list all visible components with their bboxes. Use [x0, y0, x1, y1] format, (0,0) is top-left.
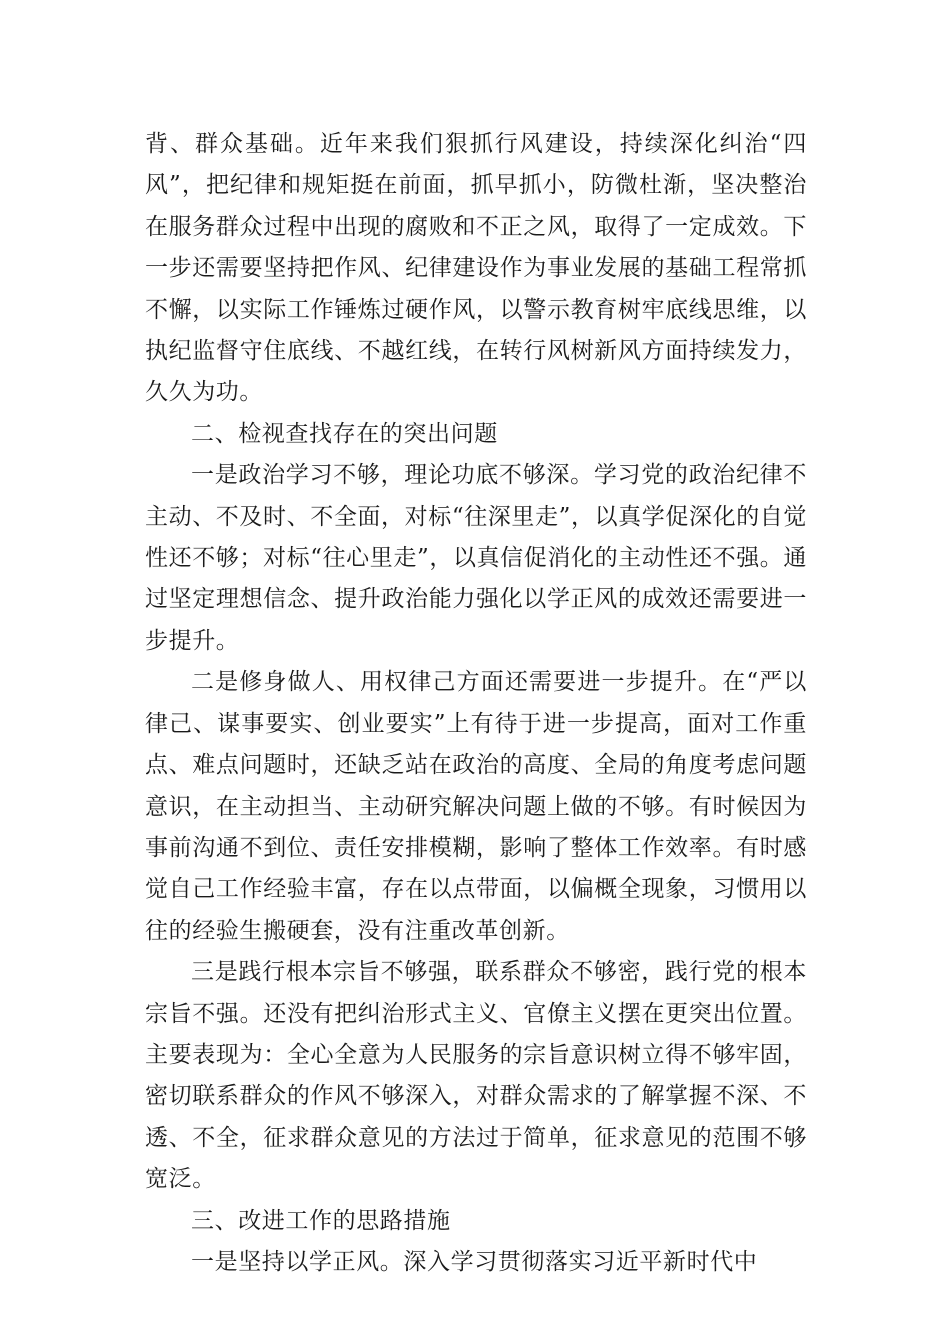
- paragraph-problem-1: 一是政治学习不够，理论功底不够深。学习党的政治纪律不主动、不及时、不全面，对标“往深里走”，以真学促深化的自觉性还不够；对标“往心里走”，以真信促消化的主动性还不强。通过坚定理想信念、提升政治能力强化以学正风的成效还需要进一步提升。: [145, 462, 807, 654]
- section-heading-measures: 三、改进工作的思路措施: [191, 1207, 451, 1234]
- paragraph-problem-3: 三是践行根本宗旨不够强，联系群众不够密，践行党的根本宗旨不强。还没有把纠治形式主义、官僚主义摆在更突出位置。主要表现为：全心全意为人民服务的宗旨意识树立得不够牢固，密切联系群众的作风不够深入，对群众需求的了解掌握不深、不透、不全，征求群众意见的方法过于简单，征求意见的范围不够宽泛。: [145, 959, 807, 1193]
- paragraph-measure-1: 一是坚持以学正风。深入学习贯彻落实习近平新时代中: [191, 1248, 758, 1275]
- document-body: [145, 124, 807, 1283]
- section-heading-problems: 二、检视查找存在的突出问题: [191, 420, 498, 447]
- paragraph-continuation: 背、群众基础。近年来我们狠抓行风建设，持续深化纠治“四风”，把纪律和规矩挺在前面，抓早抓小，防微杜渐，坚决整治在服务群众过程中出现的腐败和不正之风，取得了一定成效。下一步还需要坚持把作风、纪律建设作为事业发展的基础工程常抓不懈，以实际工作锤炼过硬作风，以警示教育树牢底线思维，以执纪监督守住底线、不越红线，在转行风树新风方面持续发力，久久为功。: [145, 131, 807, 406]
- paragraph-problem-2: 二是修身做人、用权律己方面还需要进一步提升。在“严以律己、谋事要实、创业要实”上有待于进一步提高，面对工作重点、难点问题时，还缺乏站在政治的高度、全局的角度考虑问题意识，在主动担当、主动研究解决问题上做的不够。有时候因为事前沟通不到位、责任安排模糊，影响了整体工作效率。有时感觉自己工作经验丰富，存在以点带面，以偏概全现象，习惯用以往的经验生搬硬套，没有注重改革创新。: [145, 669, 807, 944]
